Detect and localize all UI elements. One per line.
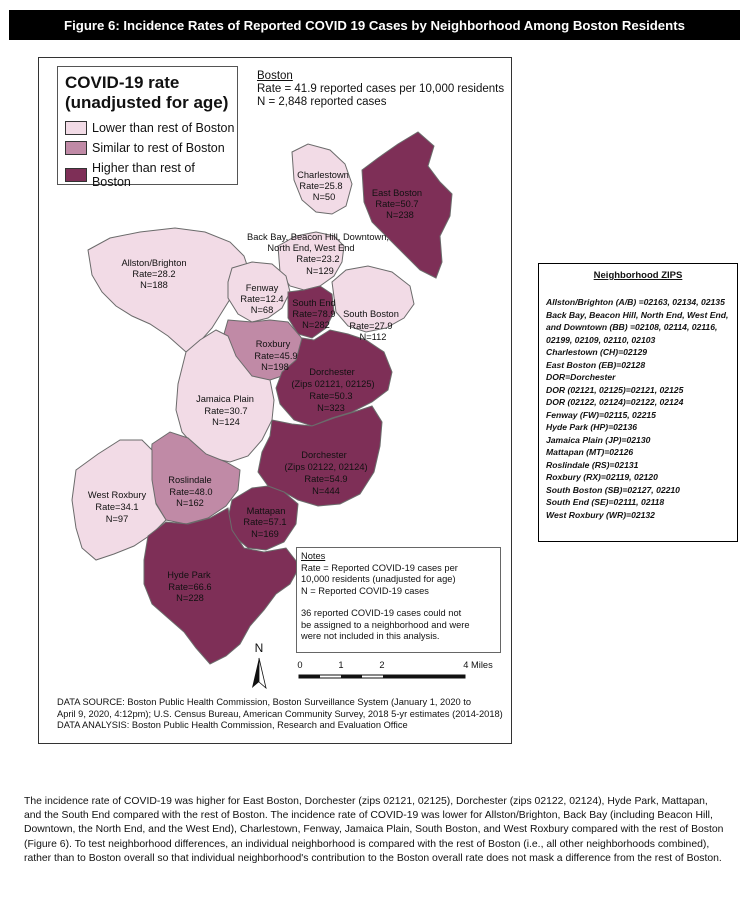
- zip-entry: Roslindale (RS)=02131: [546, 459, 639, 470]
- zip-entry: East Boston (EB)=02128: [546, 359, 646, 370]
- label-south-end-n: N=282: [302, 320, 330, 330]
- map-legend: [57, 66, 238, 189]
- label-allston-n: N=188: [140, 280, 168, 290]
- zip-entry: Jamaica Plain (JP)=02130: [546, 434, 651, 445]
- legend-swatch-higher: [65, 168, 87, 182]
- label-hyde-park-name: Hyde Park: [167, 570, 211, 580]
- label-back-bay-n: N=129: [306, 266, 334, 276]
- notes-line3: N = Reported COVID-19 cases: [301, 585, 429, 596]
- legend-title-line2: (unadjusted for age): [65, 93, 229, 112]
- zip-table: [538, 263, 738, 542]
- boston-summary: [257, 70, 504, 109]
- zip-entry: South End (SE)=02111, 02118: [546, 497, 665, 507]
- zip-entry: West Roxbury (WR)=02132: [546, 509, 655, 520]
- legend-item-higher: [65, 161, 237, 189]
- label-charlestown-n: N=50: [312, 192, 336, 202]
- label-dorchester-s-rate: Rate=54.9: [304, 474, 348, 484]
- legend-swatch-lower: [65, 121, 87, 135]
- label-dorchester-n-name: Dorchester: [309, 367, 355, 377]
- zip-entry: DOR=Dorchester: [546, 372, 616, 382]
- scale-tick-2: 2: [379, 660, 385, 670]
- zip-table-title: Neighborhood ZIPS: [593, 270, 683, 281]
- label-south-boston-n: N=112: [359, 332, 387, 342]
- source-line2: April 9, 2020, 4:12pm); U.S. Census Bureau, American Community Survey, 2018 5-yr estimates (2014-2018): [57, 708, 503, 719]
- label-charlestown-rate: Rate=25.8: [299, 181, 343, 191]
- boston-summary-n: N = 2,848 reported cases: [257, 96, 387, 108]
- notes-box: [296, 547, 501, 653]
- label-allston-rate: Rate=28.2: [132, 269, 176, 279]
- legend-item-lower: [65, 121, 234, 135]
- body-paragraph: The incidence rate of COVID-19 was higher for East Boston, Dorchester (zips 02121, 02125), Dorchester (zips 02122, 02124), Hyde Park, Mattapan, and the South End compared with the rest of Boston. The incidence rate of COVID-19 was lower for Allston/Brighton, Back Bay (including Beacon Hill, Downtown, the North End, and the West End), Charlestown, Fenway, Jamaica Plain, South Boston, and West Roxbury compared with the rest of Boston (Figure 6). To test neighborhood differences, an individual neighborhood is compared with the rest of Boston (i.e., all other neighborhoods combined), rather than to Boston overall so that individual neighborhood's contribution to the Boston overall rate does not mask a difference from the rest of Boston.: [24, 796, 724, 864]
- label-dorchester-s-name2: (Zips 02122, 02124): [284, 462, 368, 472]
- legend-label-similar: Similar to rest of Boston: [92, 141, 225, 155]
- zip-entry: DOR (02121, 02125)=02121, 02125: [546, 384, 684, 395]
- legend-swatch-similar: [65, 141, 87, 155]
- label-back-bay-name: Back Bay, Beacon Hill, Downtown,: [247, 232, 389, 242]
- label-mattapan-n: N=169: [251, 529, 279, 539]
- label-dorchester-n-n: N=323: [317, 403, 345, 413]
- data-source: [57, 697, 507, 732]
- zip-entry: Roxbury (RX)=02119, 02120: [546, 472, 658, 482]
- label-mattapan-rate: Rate=57.1: [243, 517, 287, 527]
- notes-header: Notes: [301, 551, 326, 561]
- north-label: N: [254, 641, 264, 655]
- label-east-boston-rate: Rate=50.7: [375, 199, 419, 209]
- label-south-end-name: South End: [292, 298, 336, 308]
- scale-tick-4: 4 Miles: [463, 660, 493, 670]
- label-west-roxbury-n: N=97: [105, 514, 129, 524]
- legend-title-line1: COVID-19 rate: [65, 73, 180, 92]
- scale-tick-0: 0: [297, 660, 303, 670]
- notes-line6: were not included in this analysis.: [301, 631, 440, 641]
- label-west-roxbury-name: West Roxbury: [87, 490, 147, 500]
- notes-line1: Rate = Reported COVID-19 cases per: [301, 562, 458, 573]
- label-jp-rate: Rate=30.7: [204, 406, 248, 416]
- scale-bar: [297, 660, 493, 678]
- north-arrow-icon: [252, 641, 266, 688]
- legend-title: [65, 73, 228, 113]
- legend-label-lower: Lower than rest of Boston: [92, 121, 235, 135]
- zip-entry: Charlestown (CH)=02129: [546, 347, 648, 357]
- zip-entry: DOR (02122, 02124)=02122, 02124: [546, 397, 684, 407]
- label-fenway-name: Fenway: [245, 283, 279, 293]
- label-south-boston-rate: Rate=27.9: [349, 321, 393, 331]
- legend-label-higher: Higher than rest of Boston: [91, 161, 195, 189]
- label-roslindale-rate: Rate=48.0: [169, 487, 213, 497]
- figure-title: Figure 6: Incidence Rates of Reported COVID 19 Cases by Neighborhood Among Boston Residents: [9, 10, 740, 40]
- notes-line2: 10,000 residents (unadjusted for age): [301, 574, 456, 584]
- zip-entry: Fenway (FW)=02115, 02215: [546, 409, 656, 420]
- label-south-boston-name: South Boston: [343, 309, 399, 319]
- label-hyde-park-rate: Rate=66.6: [168, 582, 212, 592]
- label-roxbury-rate: Rate=45.9: [254, 351, 298, 361]
- label-dorchester-s-n: N=444: [312, 486, 340, 496]
- label-dorchester-s-name: Dorchester: [301, 450, 347, 460]
- legend-item-similar: [65, 141, 225, 155]
- zip-entry: South Boston (SB)=02127, 02210: [546, 484, 680, 495]
- label-roxbury-n: N=198: [261, 362, 289, 372]
- label-west-roxbury-rate: Rate=34.1: [95, 502, 139, 512]
- label-fenway-n: N=68: [250, 305, 274, 315]
- label-hyde-park-n: N=228: [176, 593, 204, 603]
- label-jp-n: N=124: [212, 417, 240, 427]
- zip-list: [546, 296, 732, 521]
- label-roslindale-name: Roslindale: [168, 475, 212, 485]
- label-roslindale-n: N=162: [176, 498, 204, 508]
- zip-entry: Mattapan (MT)=02126: [546, 447, 634, 457]
- label-east-boston-n: N=238: [386, 210, 414, 220]
- label-south-end-rate: Rate=78.9: [292, 309, 336, 319]
- label-mattapan-name: Mattapan: [246, 506, 286, 516]
- label-back-bay-name2: North End, West End: [267, 243, 355, 253]
- label-jp-name: Jamaica Plain: [196, 394, 254, 404]
- boston-summary-header: Boston: [257, 70, 293, 82]
- label-charlestown-name: Charlestown: [297, 170, 349, 180]
- boston-summary-rate: Rate = 41.9 reported cases per 10,000 residents: [257, 83, 505, 95]
- label-roxbury-name: Roxbury: [255, 339, 291, 349]
- label-east-boston-name: East Boston: [371, 188, 423, 198]
- label-allston-name: Allston/Brighton: [121, 258, 187, 268]
- notes-line5: be assigned to a neighborhood and were: [301, 619, 470, 630]
- source-line3: DATA ANALYSIS: Boston Public Health Commission, Research and Evaluation Office: [57, 720, 408, 730]
- zip-entry: Back Bay, Beacon Hill, North End, West End, and Downtown (BB) =02108, 02114, 02116, 02199, 02109, 02110, 02103: [546, 309, 729, 345]
- label-dorchester-n-name2: (Zips 02121, 02125): [291, 379, 375, 389]
- source-line1: DATA SOURCE: Boston Public Health Commission, Boston Surveillance System (January 1, 2020 to: [57, 697, 472, 707]
- label-back-bay-rate: Rate=23.2: [296, 254, 340, 264]
- label-dorchester-n-rate: Rate=50.3: [309, 391, 353, 401]
- notes-line4: 36 reported COVID-19 cases could not: [301, 608, 462, 618]
- label-fenway-rate: Rate=12.4: [240, 294, 284, 304]
- zip-entry: Hyde Park (HP)=02136: [546, 422, 638, 432]
- scale-tick-1: 1: [338, 660, 344, 670]
- zip-entry: Allston/Brighton (A/B) =02163, 02134, 02135: [546, 297, 725, 307]
